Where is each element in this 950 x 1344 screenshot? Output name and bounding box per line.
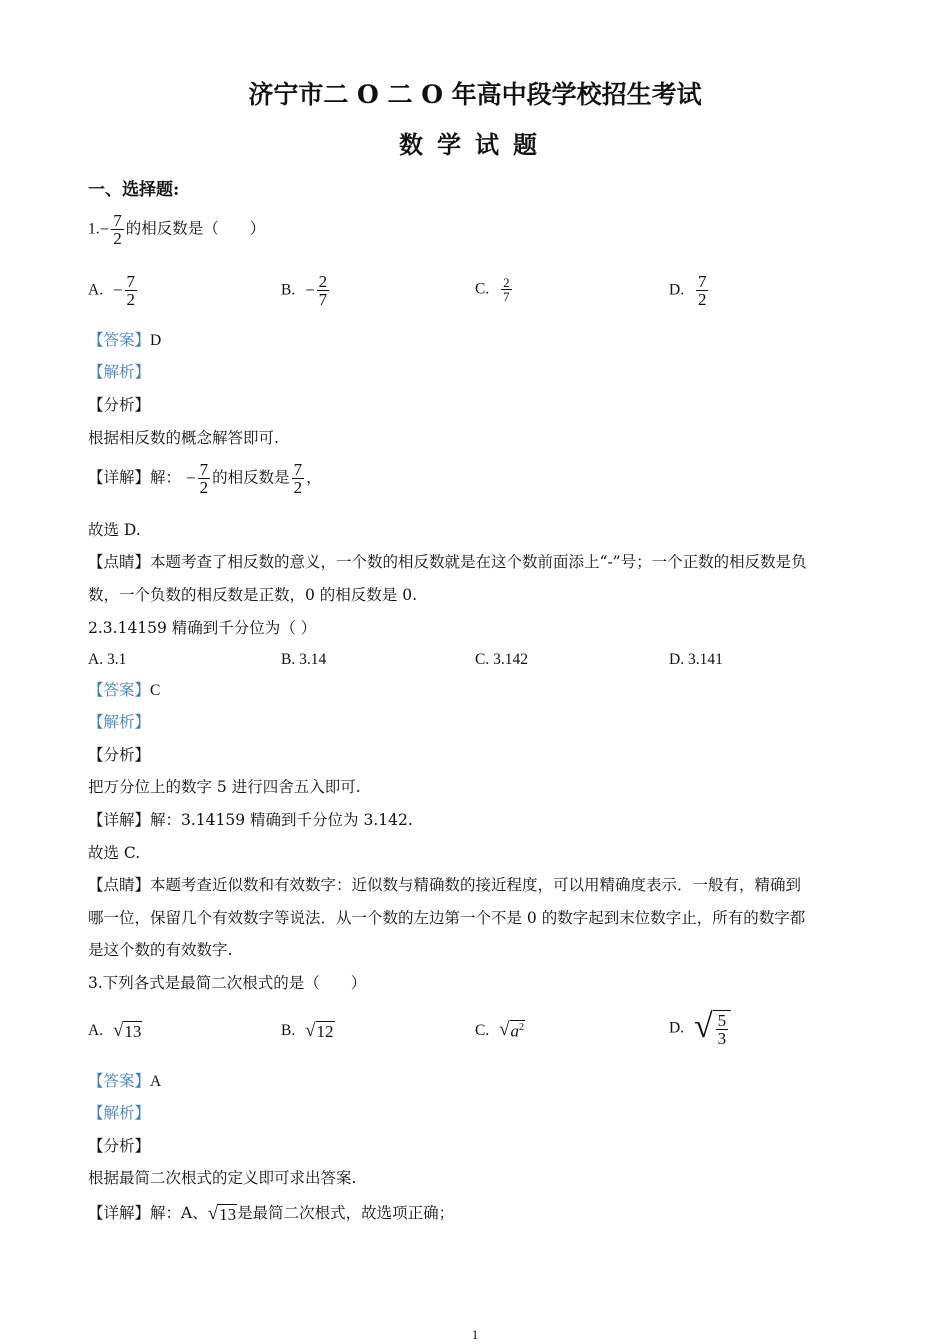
q2-answer: 【答案】C	[88, 681, 161, 699]
fraction: $\frac{5}{3}$	[717, 1011, 727, 1048]
exam-subtitle: 数学试题	[399, 130, 551, 159]
question-1-stem: 1.− $\frac{7}{2}$ 的相反数是（ ）	[88, 211, 266, 248]
q2-comment-cont: 哪一位，保留几个有效数字等说法．从一个数的左边第一个不是 0 的数字起到末位数字止，所有的数字都	[88, 909, 806, 927]
fraction: $\frac{7}{2}$	[697, 272, 707, 309]
q1-conclusion: 故选 D.	[88, 521, 141, 539]
q2-option-c: C. 3.142	[475, 651, 528, 668]
q1-option-c: C. $\frac{2}{7}$	[475, 275, 510, 304]
q2-detail: 【详解】解：3.14159 精确到千分位为 3.142.	[88, 811, 413, 829]
q1-option-a: A. − $\frac{7}{2}$	[88, 272, 136, 309]
q2-analysis-label: 【分析】	[88, 746, 151, 764]
fraction: $\frac{7}{2}$	[199, 460, 209, 497]
answer-label: 【答案】	[88, 681, 151, 699]
section-heading: 一、选择题:	[88, 180, 180, 200]
q1-analysis-label: 【分析】	[88, 396, 151, 414]
q3-option-b: B. √ 12	[281, 1019, 334, 1041]
fraction: $\frac{7}{2}$	[126, 272, 136, 309]
q1-detail: 【详解】解： − $\frac{7}{2}$ 的相反数是 $\frac{7}{2}$ ，	[88, 460, 322, 497]
q2-analysis-text: 把万分位上的数字 5 进行四舍五入即可.	[88, 778, 361, 796]
q3-option-d: D. √ $\frac{5}{3}$	[669, 1010, 731, 1047]
q1-analysis-head: 【解析】	[88, 363, 151, 381]
q3-option-c: C. √ $a^2$	[475, 1019, 525, 1041]
answer-label: 【答案】	[88, 1072, 151, 1090]
q2-analysis-head: 【解析】	[88, 713, 151, 731]
q3-answer: 【答案】A	[88, 1072, 162, 1090]
square-root: √ 13	[112, 1019, 142, 1041]
q1-comment: 【点睛】本题考查了相反数的意义，一个数的相反数就是在这个数前面添上“-”号；一个正数的相反数是负	[88, 553, 807, 571]
fraction: $\frac{7}{2}$	[113, 211, 122, 248]
square-root: √ 13	[207, 1202, 237, 1224]
fraction: $\frac{2}{7}$	[503, 275, 510, 304]
q2-comment: 【点睛】本题考查近似数和有效数字：近似数与精确数的接近程度，可以用精确度表示．一般有，精确到	[88, 876, 802, 894]
q3-detail: 【详解】解：A、 √ 13 是最简二次根式，故选项正确；	[88, 1202, 455, 1224]
square-root: √ $\frac{5}{3}$	[694, 1010, 731, 1047]
question-number: 1.	[88, 220, 100, 238]
fraction: $\frac{2}{7}$	[318, 272, 328, 309]
q2-conclusion: 故选 C.	[88, 844, 141, 862]
exam-title: 济宁市二 O 二 O 年高中段学校招生考试	[248, 80, 702, 109]
question-2-stem: 2.3.14159 精确到千分位为（ ）	[88, 619, 317, 637]
square-root: √ $a^2$	[499, 1019, 525, 1041]
q1-answer: 【答案】D	[88, 331, 162, 349]
page-number: 1	[471, 1327, 479, 1342]
square-root: √ 12	[305, 1019, 334, 1041]
question-3-stem: 3.下列各式是最简二次根式的是（ ）	[88, 974, 367, 992]
q2-option-d: D. 3.141	[669, 651, 723, 668]
q1-option-d: D. $\frac{7}{2}$	[669, 272, 707, 309]
q2-option-b: B. 3.14	[281, 651, 327, 668]
q3-analysis-text: 根据最简二次根式的定义即可求出答案.	[88, 1169, 357, 1187]
q3-analysis-head: 【解析】	[88, 1104, 151, 1122]
q2-comment-cont2: 是这个数的有效数字.	[88, 941, 233, 959]
q3-option-a: A. √ 13	[88, 1019, 142, 1041]
q3-analysis-label: 【分析】	[88, 1137, 151, 1155]
q2-option-a: A. 3.1	[88, 651, 127, 668]
answer-label: 【答案】	[88, 331, 151, 349]
q1-analysis-text: 根据相反数的概念解答即可.	[88, 429, 279, 447]
q1-option-b: B. − $\frac{2}{7}$	[281, 272, 328, 309]
q1-comment-cont: 数，一个负数的相反数是正数，0 的相反数是 0.	[88, 586, 418, 604]
fraction: $\frac{7}{2}$	[293, 460, 303, 497]
